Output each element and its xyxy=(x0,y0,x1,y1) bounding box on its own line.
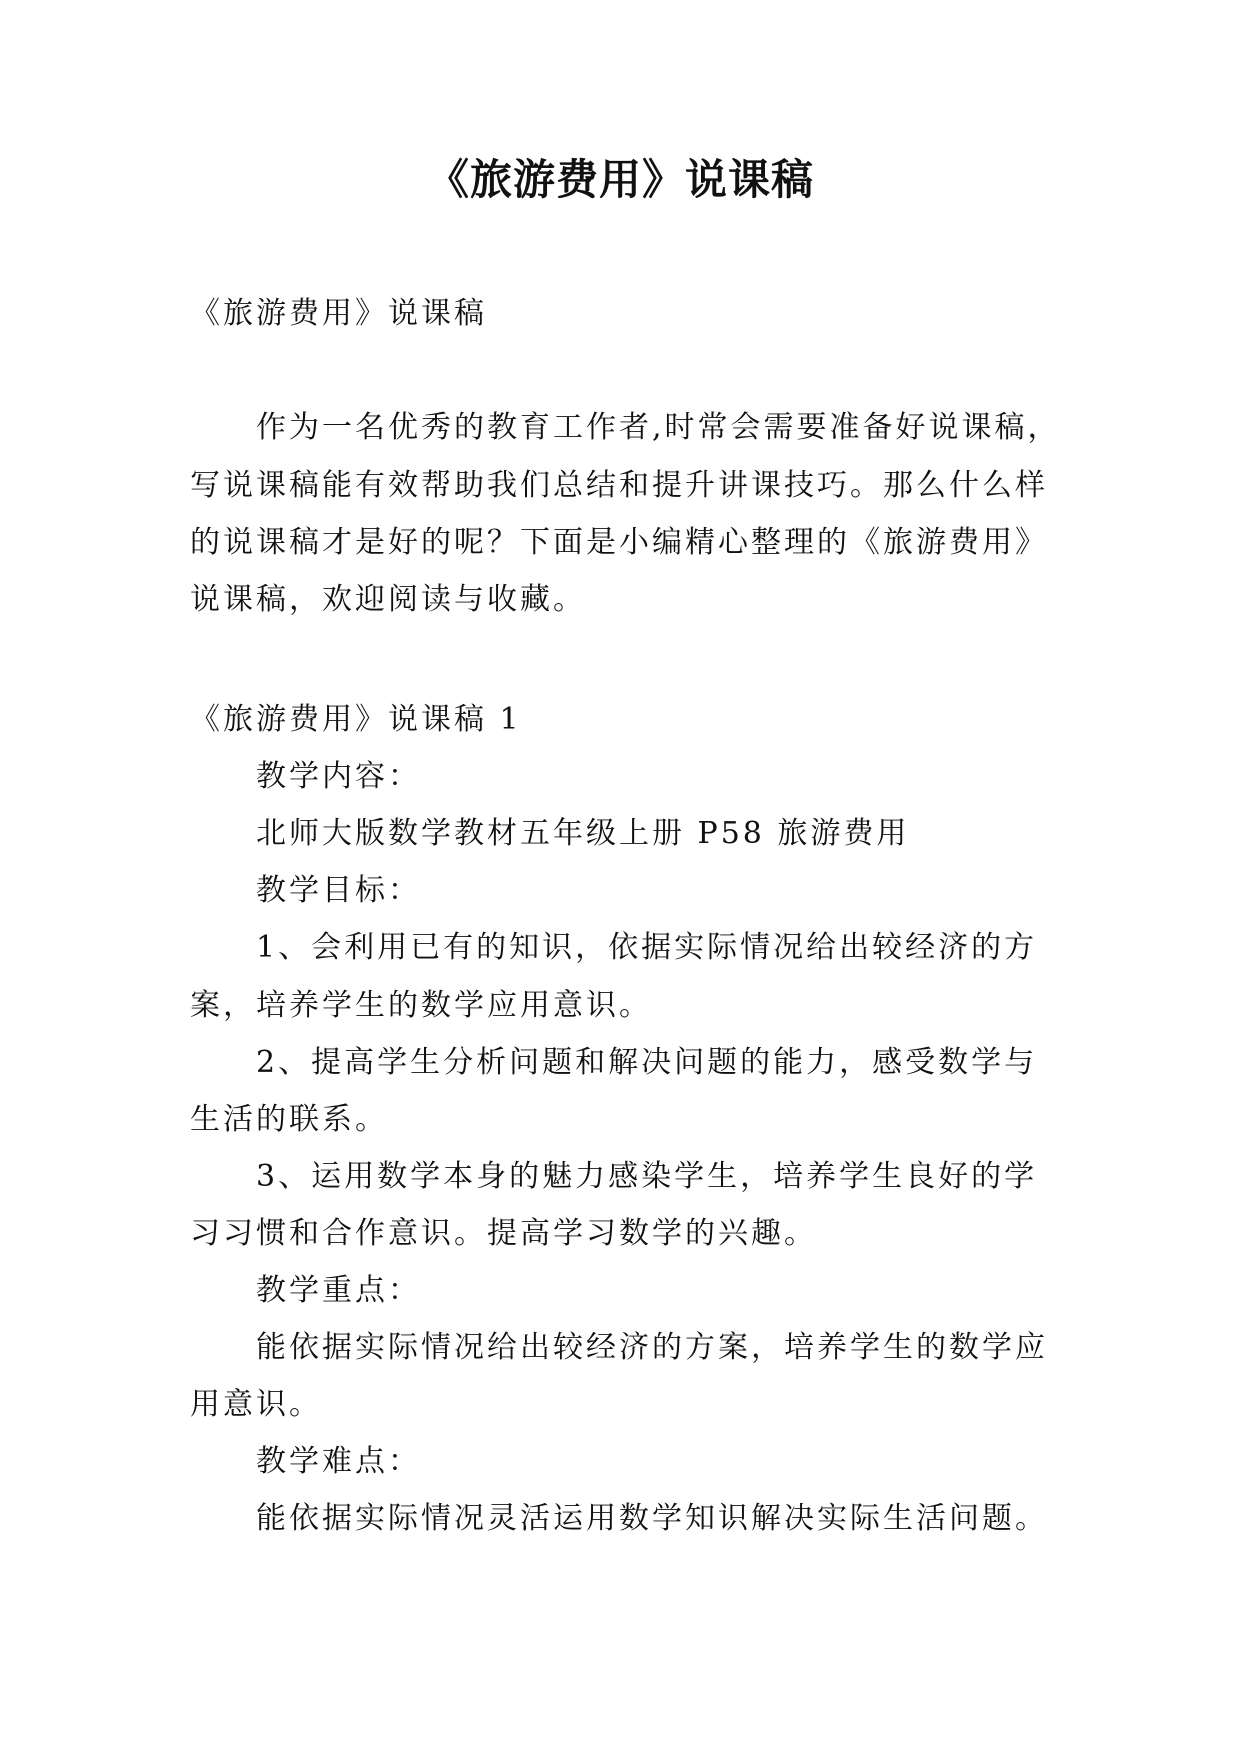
intro-line-2: 写说课稿能有效帮助我们总结和提升讲课技巧。那么什么样 xyxy=(190,468,1048,503)
difficulty-text: 能依据实际情况灵活运用数学知识解决实际生活问题。 xyxy=(256,1501,1048,1536)
section-heading: 《旅游费用》说课稿 1 xyxy=(190,702,522,737)
difficulty-label: 教学难点： xyxy=(256,1444,421,1479)
key-point-line-2: 用意识。 xyxy=(190,1387,322,1422)
document-subtitle: 《旅游费用》说课稿 xyxy=(190,296,487,331)
goals-label: 教学目标： xyxy=(256,873,421,908)
goal-2-line-1: 2、提高学生分析问题和解决问题的能力，感受数学与 xyxy=(256,1045,1038,1080)
goal-3-line-2: 习习惯和合作意识。提高学习数学的兴趣。 xyxy=(190,1216,817,1251)
goal-1-line-2: 案，培养学生的数学应用意识。 xyxy=(190,988,652,1023)
key-point-label: 教学重点： xyxy=(256,1273,421,1308)
goal-2-line-2: 生活的联系。 xyxy=(190,1102,388,1137)
intro-line-4: 说课稿，欢迎阅读与收藏。 xyxy=(190,582,586,617)
intro-line-3: 的说课稿才是好的呢？下面是小编精心整理的《旅游费用》 xyxy=(190,525,1048,560)
content-label: 教学内容： xyxy=(256,759,421,794)
content-text: 北师大版数学教材五年级上册 P58 旅游费用 xyxy=(256,816,910,851)
goal-1-line-1: 1、会利用已有的知识，依据实际情况给出较经济的方 xyxy=(256,930,1038,965)
key-point-line-1: 能依据实际情况给出较经济的方案，培养学生的数学应 xyxy=(256,1330,1048,1365)
intro-line-1: 作为一名优秀的教育工作者,时常会需要准备好说课稿， xyxy=(256,410,1061,445)
goal-3-line-1: 3、运用数学本身的魅力感染学生，培养学生良好的学 xyxy=(256,1159,1038,1194)
document-title: 《旅游费用》说课稿 xyxy=(426,155,814,204)
